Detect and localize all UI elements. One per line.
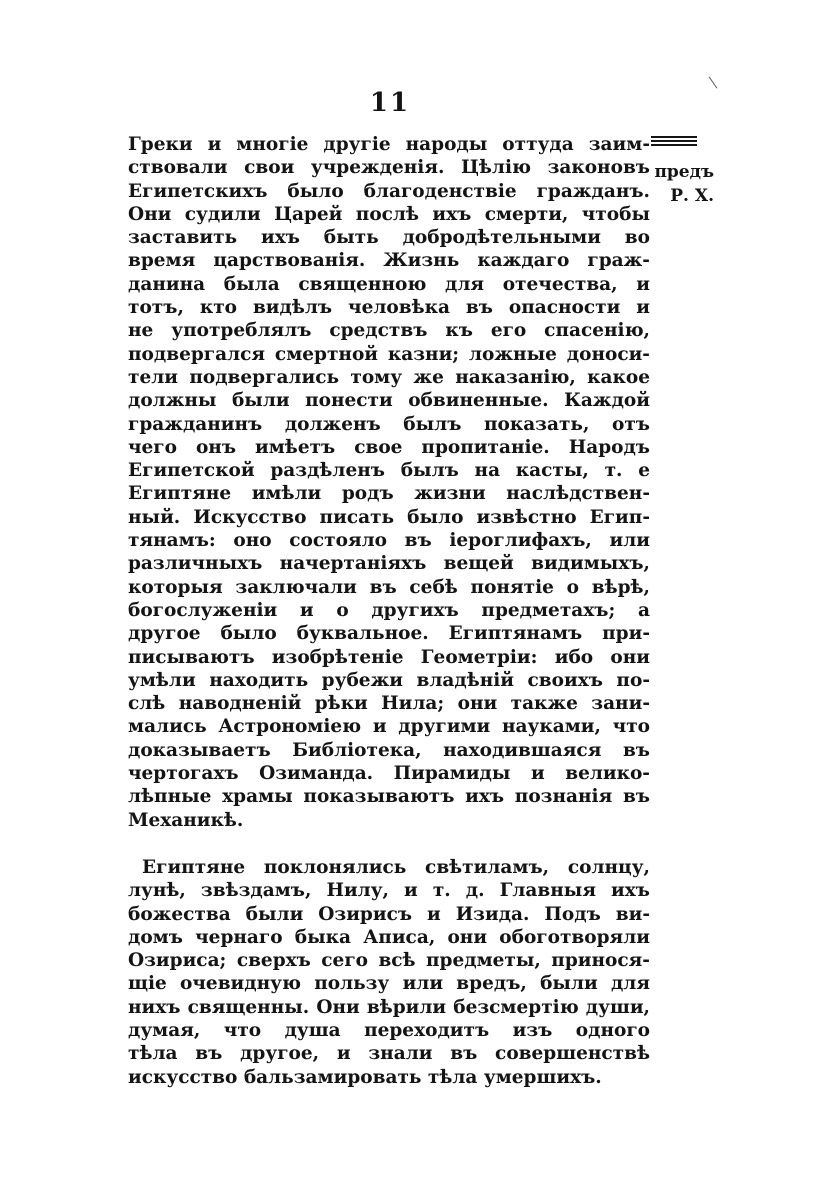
text-line: мались Астрономіею и другими науками, что: [128, 716, 650, 738]
text-line: умѣли находить рубежи владѣній своихъ по-: [128, 669, 650, 691]
text-line: богослуженіи и о другихъ предметахъ; а: [128, 599, 650, 621]
text-line: слѣ наводненій рѣки Нила; они также зани-: [128, 693, 650, 715]
text-line: Греки и многіе другіе народы оттуда заим-: [128, 134, 650, 155]
scan-mark: [709, 76, 718, 88]
text-line: ствовали свои учрежденія. Цѣлію законовъ: [128, 157, 650, 179]
text-line: чего онъ имѣетъ свое пропитаніе. Народъ: [128, 436, 650, 458]
text-line: подвергался смертной казни; ложные доноси-: [128, 343, 650, 365]
body-text: [128, 133, 650, 1089]
text-line: ный. Искусство писать было извѣстно Егип-: [128, 506, 650, 528]
text-line: писываютъ изобрѣтеніе Геометріи: ибо они: [128, 646, 650, 668]
text-line: лунѣ, звѣздамъ, Нилу, и т. д. Главныя ихъ: [128, 880, 650, 902]
page-number: 11: [369, 88, 411, 118]
text-line: Они судили Царей послѣ ихъ смерти, чтобы: [128, 203, 650, 225]
text-line: данина была священною для отечества, и: [128, 273, 650, 295]
text-line: думая, что душа переходитъ изъ одного: [128, 1019, 650, 1041]
text-line: различныхъ начертаніяхъ вещей видимыхъ,: [128, 553, 650, 575]
text-line: Озириса; сверхъ сего всѣ предметы, принося-: [128, 950, 650, 972]
text-line: Египетскихъ было благоденствіе гражданъ.: [128, 180, 650, 202]
text-line: тянамъ: оно состояло въ іероглифахъ, или: [128, 530, 650, 552]
text-line: тели подвергались тому же наказанію, какое: [128, 366, 650, 388]
text-line: другое было буквальное. Египтянамъ при-: [128, 623, 650, 645]
text-line: гражданинъ долженъ былъ показать, отъ: [128, 413, 650, 435]
text-line: Египтяне имѣли родъ жизни наслѣдствен-: [128, 483, 650, 505]
text-line: Египтяне поклонялись свѣтиламъ, солнцу,: [142, 856, 650, 878]
margin-note: [644, 160, 714, 208]
text-line: время царствованія. Жизнь каждаго граж-: [128, 250, 650, 272]
paragraph-1: [128, 133, 650, 832]
text-line: доказываетъ Библіотека, находившаяся въ: [128, 739, 650, 761]
text-line: Египетской раздѣленъ былъ на касты, т. е: [128, 460, 650, 482]
margin-note-line-1: предъ: [654, 162, 714, 182]
margin-note-line-2: Р. Х.: [670, 186, 714, 206]
paragraph-gap: [128, 832, 650, 856]
text-line: щіе очевидную пользу или вредъ, были для: [128, 973, 650, 995]
text-line: которыя заключали въ себѣ понятіе о вѣрѣ,: [128, 576, 650, 598]
margin-dashes: [651, 136, 697, 148]
text-line: домъ чернаго быка Аписа, они обоготворяли: [128, 926, 650, 948]
text-line: божества были Озирисъ и Изида. Подъ ви-: [128, 903, 650, 925]
text-line: тотъ, кто видѣлъ человѣка въ опасности и: [128, 297, 650, 319]
text-line: нихъ священны. Они вѣрили безсмертію души,: [128, 996, 650, 1018]
text-line: заставить ихъ быть добродѣтельными во: [128, 227, 650, 249]
text-line: тѣла въ другое, и знали въ совершенствѣ: [128, 1043, 650, 1065]
text-line: должны были понести обвиненные. Каждой: [128, 390, 650, 412]
text-line: чертогахъ Озиманда. Пирамиды и велико-: [128, 763, 650, 785]
text-line: не употреблялъ средствъ къ его спасенію,: [128, 320, 650, 342]
text-line: лѣпные храмы показываютъ ихъ познанія въ: [128, 786, 650, 808]
text-line: искусство бальзамировать тѣла умершихъ.: [128, 1066, 602, 1088]
paragraph-2: [128, 856, 650, 1089]
text-line: Механикѣ.: [128, 809, 244, 831]
